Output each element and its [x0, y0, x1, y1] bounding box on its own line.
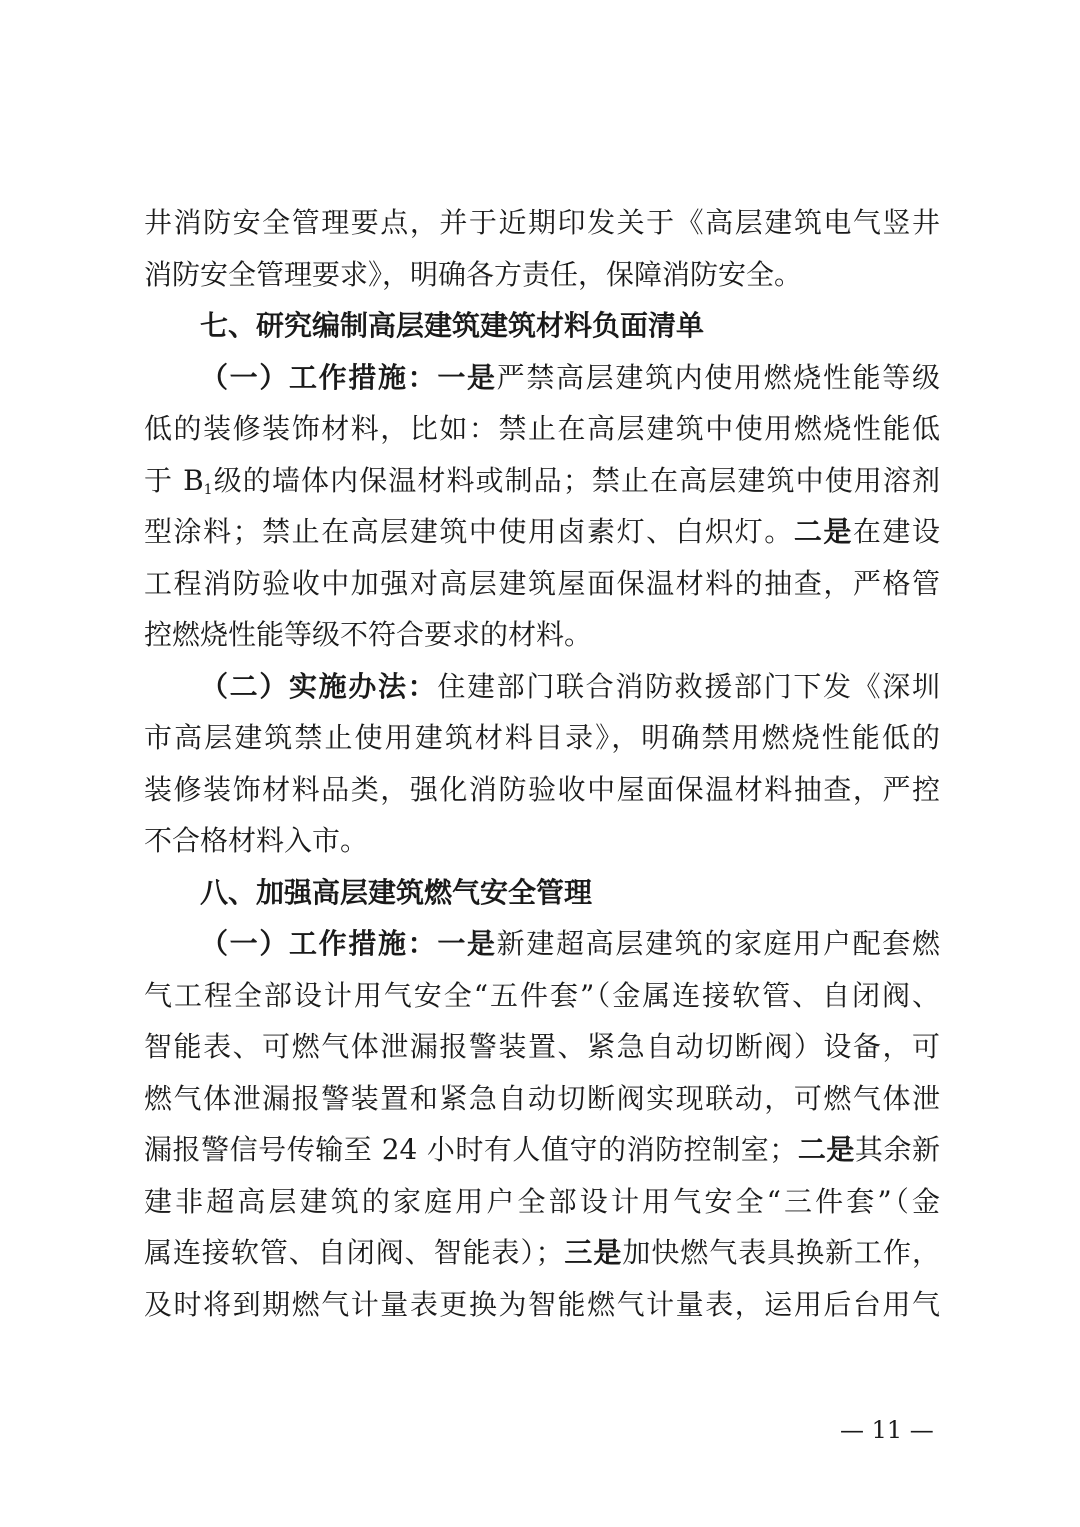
page-number: — 11 — [840, 1416, 934, 1444]
body-line: 气工程全部设计用气安全“五件套”（金属连接软管、自闭阀、 [144, 978, 940, 1012]
body-line: 低的装修装饰材料，比如：禁止在高层建筑中使用燃烧性能低 [144, 412, 940, 445]
body-line [144, 1124, 940, 1176]
bold-lead: （二）实施办法： [200, 669, 438, 703]
line-text: 加快燃气表具换新工作， [622, 1236, 940, 1269]
body-line [144, 918, 940, 970]
line-text: 漏报警信号传输至 24 小时有人值守的消防控制室； [144, 1133, 798, 1166]
section-heading: 七、研究编制高层建筑建筑材料负面清单 [200, 309, 705, 342]
body-line: 不合格材料入市。 [144, 824, 369, 857]
section-heading: 八、加强高层建筑燃气安全管理 [200, 875, 593, 909]
bold-lead: （一）工作措施：一是 [200, 927, 497, 960]
body-line: 工程消防验收中加强对高层建筑屋面保温材料的抽查，严格管 [144, 566, 940, 600]
body-line: 控燃烧性能等级不符合要求的材料。 [144, 618, 593, 651]
line-prefix: 于 B [144, 463, 204, 497]
bold-lead: 二是 [797, 1133, 855, 1166]
body-line: 智能表、可燃气体泄漏报警装置、紧急自动切断阀）设备，可 [144, 1030, 940, 1063]
body-line: 装修装饰材料品类，强化消防验收中屋面保温材料抽查，严控 [144, 772, 940, 806]
bold-lead: 二是 [793, 515, 853, 548]
body-line [144, 1227, 940, 1279]
body-line: 市高层建筑禁止使用建筑材料目录》，明确禁用燃烧性能低的 [144, 721, 940, 754]
line-text: 在建设 [852, 515, 940, 548]
body-line: 燃气体泄漏报警装置和紧急自动切断阀实现联动，可燃气体泄 [144, 1081, 940, 1115]
bold-lead: （一）工作措施：一是 [200, 360, 497, 394]
body-line [144, 352, 940, 404]
subscript: 1 [203, 481, 213, 498]
line-text: 新建超高层建筑的家庭用户配套燃 [496, 927, 940, 960]
line-text: 级的墙体内保温材料或制品；禁止在高层建筑中使用溶剂 [212, 463, 940, 497]
line-text: 型涂料；禁止在高层建筑中使用卤素灯、白炽灯。 [144, 515, 794, 548]
line-text: 严禁高层建筑内使用燃烧性能等级 [496, 360, 940, 394]
document-body [144, 197, 940, 1330]
line-text: 属连接软管、自闭阀、智能表）； [144, 1236, 564, 1269]
body-line [144, 506, 940, 558]
body-line: 及时将到期燃气计量表更换为智能燃气计量表，运用后台用气 [144, 1287, 940, 1321]
body-line: 井消防安全管理要点，并于近期印发关于《高层建筑电气竖井 [144, 206, 940, 239]
line-text: 住建部门联合消防救援部门下发《深圳 [437, 669, 940, 703]
body-line: 建非超高层建筑的家庭用户全部设计用气安全“三件套”（金 [144, 1184, 940, 1218]
body-line [144, 661, 940, 713]
line-text: 其余新 [854, 1133, 940, 1166]
body-line [144, 455, 940, 507]
bold-lead: 三是 [563, 1236, 623, 1269]
body-line: 消防安全管理要求》，明确各方责任，保障消防安全。 [144, 257, 803, 291]
